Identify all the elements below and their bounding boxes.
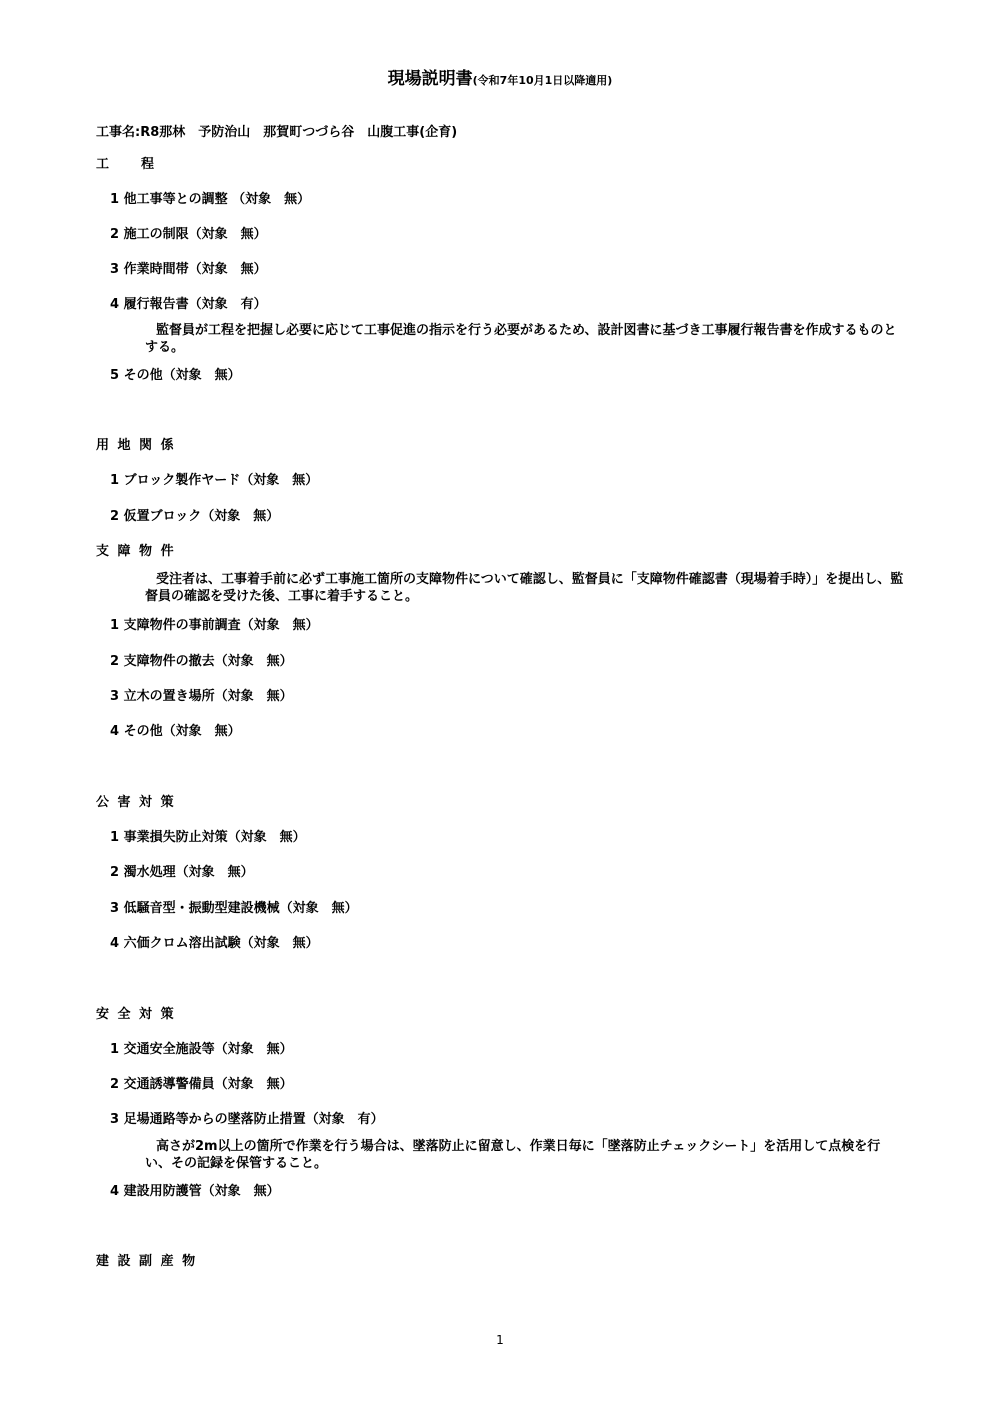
section-heading-youchi: 用 地 関 係 [96, 438, 176, 453]
work-name: 工事名:R8那林 予防治山 那賀町つづら谷 山腹工事(企育) [96, 125, 458, 140]
anzen-item-1: 1 交通安全施設等（対象 無） [110, 1042, 293, 1057]
anzen-item-4: 4 建設用防護管（対象 無） [110, 1184, 280, 1199]
shishou-item-3: 3 立木の置き場所（対象 無） [110, 689, 293, 704]
koutei-item-1: 1 他工事等との調整 （対象 無） [110, 192, 311, 207]
title-main: 現場説明書 [387, 69, 473, 89]
koutei-item-3: 3 作業時間帯（対象 無） [110, 262, 267, 277]
koutei-item-2: 2 施工の制限（対象 無） [110, 227, 267, 242]
section-heading-kougai: 公 害 対 策 [96, 795, 176, 810]
kougai-item-3: 3 低騒音型・振動型建設機械（対象 無） [110, 901, 358, 916]
kougai-item-1: 1 事業損失防止対策（対象 無） [110, 830, 306, 845]
shishou-intro: 受注者は、工事着手前に必ず工事施工箇所の支障物件について確認し、監督員に「支障物件確認書（現場着手時）」を提出し、監督員の確認を受けた後、工事に着手すること。 [145, 572, 904, 604]
shishou-item-1: 1 支障物件の事前調査（対象 無） [110, 618, 319, 633]
anzen-item-2: 2 交通誘導警備員（対象 無） [110, 1077, 293, 1092]
section-heading-anzen: 安 全 対 策 [96, 1007, 176, 1022]
shishou-item-2: 2 支障物件の撤去（対象 無） [110, 654, 293, 669]
section-heading-shishou: 支 障 物 件 [96, 544, 176, 559]
title-note: (令和7年10月1日以降適用) [472, 74, 613, 87]
section-heading-fukusanbutsu: 建 設 副 産 物 [96, 1254, 198, 1269]
kougai-item-4: 4 六価クロム溶出試験（対象 無） [110, 936, 319, 951]
koutei-item-4-text: 監督員が工程を把握し必要に応じて工事促進の指示を行う必要があるため、設計図書に基づき工事履行報告書を作成するものとする。 [145, 323, 897, 355]
anzen-item-3: 3 足場通路等からの墜落防止措置（対象 有） [110, 1112, 384, 1127]
koutei-item-5: 5 その他（対象 無） [110, 368, 241, 383]
anzen-item-3-text: 高さが2m以上の箇所で作業を行う場合は、墜落防止に留意し、作業日毎に「墜落防止チェックシート」を活用して点検を行い、その記録を保管すること。 [145, 1139, 881, 1171]
kougai-item-2: 2 濁水処理（対象 無） [110, 865, 254, 880]
youchi-item-1: 1 ブロック製作ヤード（対象 無） [110, 473, 319, 488]
page-number: 1 [496, 1333, 504, 1347]
koutei-item-4: 4 履行報告書（対象 有） [110, 297, 267, 312]
shishou-item-4: 4 その他（対象 無） [110, 724, 241, 739]
document-title [0, 64, 1000, 89]
youchi-item-2: 2 仮置ブロック（対象 無） [110, 509, 280, 524]
section-heading-koutei: 工 程 [96, 157, 157, 172]
